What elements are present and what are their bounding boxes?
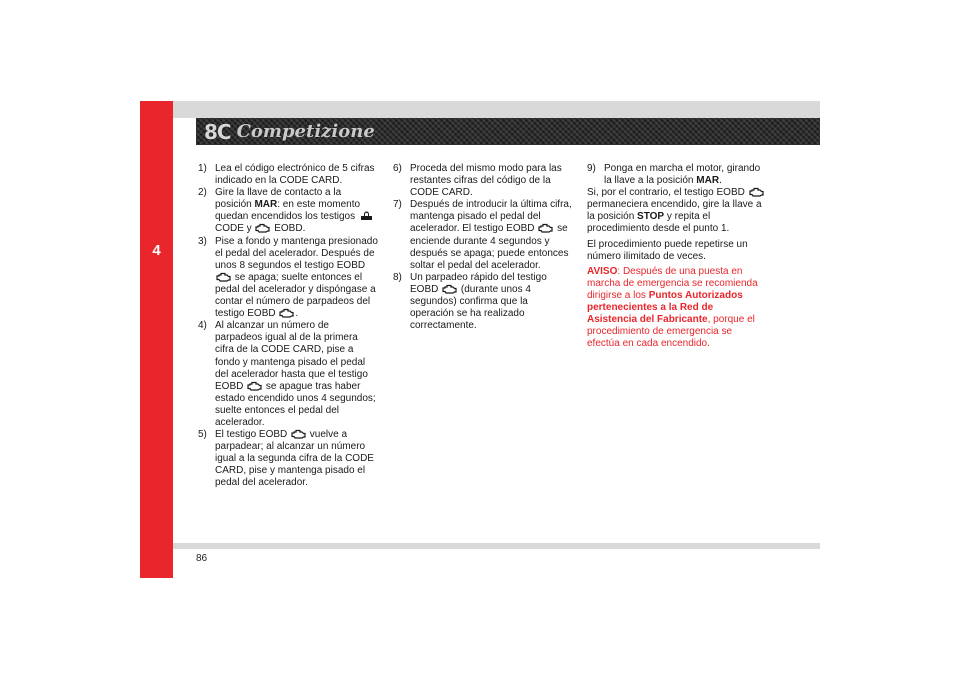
paragraph-repeat: El procedimiento puede repetirse un número ilimitado de veces. (587, 238, 748, 262)
step-6: 6) Proceda del mismo modo para las restantes cifras del código de la CODE CARD. (393, 163, 562, 199)
step-3: 3) Pise a fondo y mantenga presionado el pedal del acelerador. Después de unos 8 segundos el testigo EOBD se apaga; suelte entonces el pedal del acelerador y dispóngase a contar el número de parpadeos del testigo EOBD . (198, 235, 378, 320)
step-7: 7) Después de introducir la última cifra, mantenga pisado el pedal del acelerador. El testigo EOBD se enciende durante 4 segundos y después se apaga; puede entonces soltar el pedal del acelerador. (393, 199, 572, 271)
engine-eobd-icon (216, 272, 231, 282)
step-4: 4) Al alcanzar un número de parpadeos igual al de la primera cifra de la CODE CARD, pise a fondo y mantenga pisado el pedal del acelerador hasta que el testigo EOBD se apague tras haber estado encendido unos 4 segundos; suelte entonces el pedal del acelerador. (198, 320, 376, 428)
step-2: 2) Gire la llave de contacto a la posición MAR: en este momento quedan encendidos los testigos CODE y EOBD. (198, 187, 378, 235)
engine-eobd-icon (749, 187, 764, 197)
step-5: 5) El testigo EOBD vuelve a parpadear; al alcanzar un número igual a la segunda cifra de la CODE CARD, pise y mantenga pisado el pedal del acelerador. (198, 429, 374, 489)
engine-eobd-icon (279, 308, 294, 318)
header-carbon-strip (196, 118, 820, 145)
header-band (173, 101, 820, 118)
page-number: 86 (196, 553, 208, 564)
footer-band (173, 543, 820, 549)
engine-eobd-icon (442, 284, 457, 294)
step-8: 8) Un parpadeo rápido del testigo EOBD (durante unos 4 segundos) confirma que la operación se ha realizado correctamente. (393, 271, 547, 332)
chapter-tab (140, 101, 173, 578)
chapter-number: 4 (152, 242, 161, 259)
code-immobilizer-icon (359, 211, 374, 221)
logo-word: Competizione (236, 121, 375, 142)
engine-eobd-icon (291, 429, 306, 439)
step-9: 9) Ponga en marcha el motor, girando la llave a la posición MAR. (587, 163, 761, 187)
engine-eobd-icon (255, 223, 270, 233)
step-1: 1) Lea el código electrónico de 5 cifras indicado en la CODE CARD. (198, 163, 375, 187)
engine-eobd-icon (247, 381, 262, 391)
warning-note: AVISO: Después de una puesta en marcha de emergencia se recomienda dirigirse a los Puntos Autorizados pertenecientes a la Red de Asistencia del Fabricante, porque el procedimiento de emergencia se efectúa en cada encendido. (587, 265, 758, 350)
column-1 (198, 163, 378, 490)
column-2 (393, 163, 573, 332)
engine-eobd-icon (538, 223, 553, 233)
logo (204, 121, 375, 142)
column-3 (587, 163, 765, 350)
logo-mark: 8C (204, 119, 231, 144)
paragraph-retry: Si, por el contrario, el testigo EOBD permaneciera encendido, gire la llave a la posición STOP y repita el procedimiento desde el punto 1. (587, 187, 765, 235)
